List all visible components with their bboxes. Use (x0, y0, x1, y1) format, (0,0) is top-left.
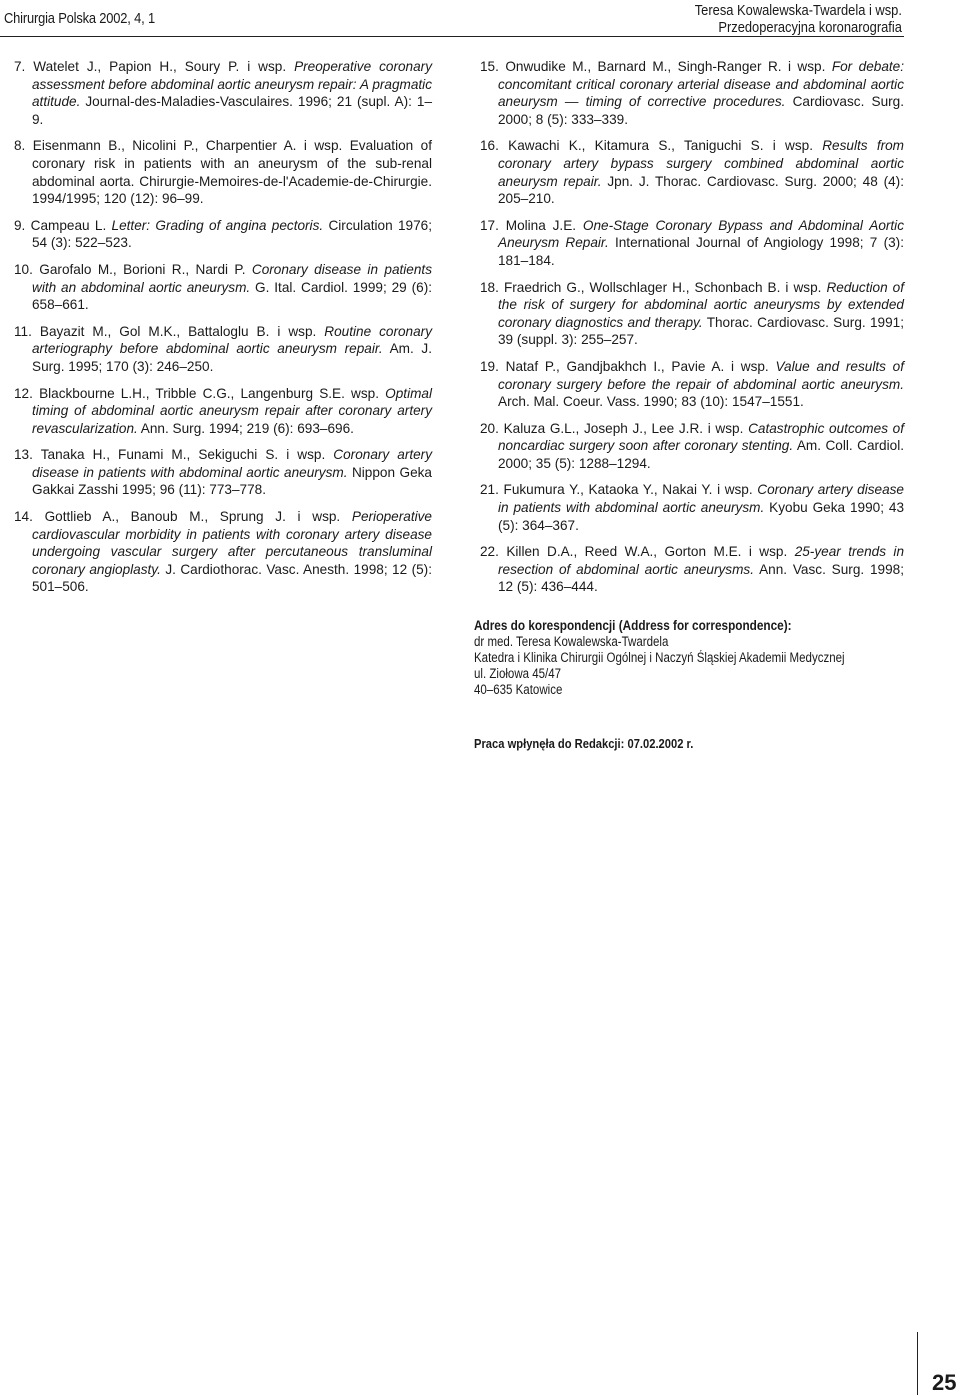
header-divider (0, 36, 904, 37)
reference-item (14, 385, 432, 438)
reference-item (480, 481, 904, 534)
reference-title: Optimal timing of abdominal aortic aneurysm repair after coronary artery revascularization. (32, 385, 432, 436)
reference-item (480, 358, 904, 411)
reference-source: Circulation 1976; 54 (3): 522–523. (32, 217, 432, 251)
reference-authors: Tanaka H., Funami M., Sekiguchi S. i wsp. (40, 447, 334, 463)
reference-item (14, 446, 432, 499)
reference-authors: Watelet J., Papion H., Soury P. i wsp. (33, 59, 295, 74)
reference-number: 13. (14, 447, 33, 463)
correspondence-name: dr med. Teresa Kowalewska-Twardela (474, 634, 669, 649)
reference-number: 8. (14, 138, 26, 154)
reference-number: 15. (480, 59, 499, 74)
reference-number: 19. (480, 358, 499, 374)
received-date: Praca wpłynęła do Redakcji: 07.02.2002 r. (474, 736, 694, 751)
reference-item (480, 58, 904, 128)
correspondence-department: Katedra i Klinika Chirurgii Ogólnej i Naczyń Śląskiej Akademii Medycznej (474, 650, 845, 665)
reference-number: 20. (480, 420, 499, 436)
reference-authors: Gottlieb A., Banoub M., Sprung J. i wsp. (44, 509, 352, 525)
reference-source: Arch. Mal. Coeur. Vass. 1990; 83 (10): 1547–1551. (498, 394, 804, 410)
correspondence-block (474, 618, 894, 698)
reference-authors: Nataf P., Gandjbakhch I., Pavie A. i wsp. (505, 358, 776, 374)
reference-source: Ann. Vasc. Surg. 1998; 12 (5): 436–444. (498, 561, 904, 595)
reference-authors: Fukumura Y., Kataoka Y., Nakai Y. i wsp. (503, 482, 758, 498)
correspondence-title: Adres do korespondencji (Address for correspondence): (474, 618, 792, 633)
reference-source: Thorac. Cardiovasc. Surg. 1991; 39 (suppl. 3): 255–257. (498, 314, 904, 348)
reference-item (14, 217, 432, 252)
reference-source: Am. Coll. Cardiol. 2000; 35 (5): 1288–1294. (498, 438, 904, 471)
references-column-right (480, 58, 904, 605)
correspondence-city: 40–635 Katowice (474, 682, 563, 697)
reference-authors: Kawachi K., Kitamura S., Taniguchi S. i wsp. (508, 138, 823, 154)
reference-source: Journal-des-Maladies-Vasculaires. 1996; 21 (supl. A): 1–9. (32, 94, 432, 127)
reference-title: Coronary artery disease in patients with abdominal aortic aneurysm. (498, 482, 904, 516)
header-authors: Teresa Kowalewska-Twardela i wsp. (694, 2, 902, 19)
journal-header: Chirurgia Polska 2002, 4, 1 (4, 10, 155, 27)
reference-source: Ann. Surg. 1994; 219 (6): 693–696. (137, 420, 354, 436)
reference-title: Letter: Grading of angina pectoris. (111, 217, 324, 233)
reference-authors: Eisenmann B., Nicolini P., Charpentier A. i wsp. Evaluation of coronary risk in patients with an aneurysm of the sub-renal abdominal aorta. Chirurgie-Memoires-de-l'Academie-de-Chirurgie. 1994/1995; 120 (12): 96–99. (32, 138, 433, 207)
reference-title: Catastrophic outcomes of noncardiac surgery soon after coronary stenting. (498, 420, 905, 454)
reference-number: 10. (14, 261, 33, 277)
reference-authors: Blackbourne L.H., Tribble C.G., Langenburg S.E. wsp. (39, 385, 386, 401)
reference-number: 12. (14, 385, 33, 401)
reference-authors: Molina J.E. (505, 217, 583, 233)
reference-source: International Journal of Angiology 1998; 7 (3): 181–184. (498, 235, 904, 268)
reference-source: G. Ital. Cardiol. 1999; 29 (6): 658–661. (32, 279, 432, 313)
reference-number: 7. (14, 59, 26, 74)
reference-number: 22. (480, 544, 499, 560)
reference-number: 17. (480, 217, 499, 233)
header-article-title: Przedoperacyjna koronarografia (718, 19, 902, 36)
reference-title: For debate: concomitant critical coronary arterial disease and abdominal aortic aneurysm — timing of corrective procedures. (498, 59, 904, 110)
reference-item (480, 217, 904, 270)
references-column-left (14, 58, 432, 605)
reference-number: 9. (14, 217, 26, 233)
reference-title: One-Stage Coronary Bypass and Abdominal Aortic Aneurysm Repair. (498, 217, 904, 251)
page-number: 25 (932, 1370, 957, 1395)
reference-authors: Bayazit M., Gol M.K., Battaloglu B. i wsp. (39, 323, 325, 339)
page-number-divider (917, 1332, 918, 1395)
reference-number: 14. (14, 509, 33, 525)
reference-source: Kyobu Geka 1990; 43 (5): 364–367. (498, 500, 905, 533)
reference-title: Results from coronary artery bypass surgery combined abdominal aortic aneurysm repair. (498, 138, 905, 189)
reference-title: Perioperative cardiovascular morbidity in patients with coronary artery disease undergoing vascular surgery after percutaneous transluminal coronary angioplasty. (32, 509, 432, 577)
reference-title: Routine coronary arteriography before abdominal aortic aneurysm repair. (32, 323, 432, 357)
reference-authors: Fraedrich G., Wollschlager H., Schonbach B. i wsp. (503, 279, 827, 295)
reference-number: 21. (480, 482, 499, 498)
reference-number: 11. (14, 323, 32, 339)
reference-item (480, 420, 904, 473)
reference-number: 18. (480, 279, 499, 295)
reference-title: Reduction of the risk of surgery for abdominal aortic aneurysms by extended coronary diagnostics and therapy. (498, 279, 905, 330)
reference-authors: Campeau L. (30, 217, 112, 233)
reference-authors: Killen D.A., Reed W.A., Gorton M.E. i wsp. (506, 544, 795, 560)
reference-item (14, 137, 432, 207)
reference-item (480, 279, 904, 349)
correspondence-street: ul. Ziołowa 45/47 (474, 666, 562, 681)
reference-authors: Onwudike M., Barnard M., Singh-Ranger R. i wsp. (505, 59, 832, 74)
reference-number: 16. (480, 138, 499, 154)
reference-title: 25-year trends in resection of abdominal aortic aneurysms. (498, 544, 904, 577)
reference-item (14, 58, 432, 128)
reference-item (480, 137, 904, 207)
reference-source: Jpn. J. Thorac. Cardiovasc. Surg. 2000; 48 (4): 205–210. (498, 173, 904, 207)
reference-title: Coronary artery disease in patients with abdominal aortic aneurysm. (32, 447, 433, 480)
reference-source: Cardiovasc. Surg. 2000; 8 (5): 333–339. (498, 94, 904, 127)
reference-authors: Kaluza G.L., Joseph J., Lee J.R. i wsp. (503, 420, 749, 436)
reference-item (480, 543, 904, 596)
reference-title: Coronary disease in patients with an abdominal aortic aneurysm. (32, 261, 432, 295)
reference-title: Value and results of coronary surgery before the repair of abdominal aortic aneurysm. (498, 358, 904, 392)
reference-source: Nippon Geka Gakkai Zasshi 1995; 96 (11): 773–778. (32, 464, 432, 498)
reference-authors: Garofalo M., Borioni R., Nardi P. (39, 261, 252, 277)
reference-item (14, 508, 432, 596)
article-header (695, 2, 902, 36)
reference-source: J. Cardiothorac. Vasc. Anesth. 1998; 12 (5): 501–506. (32, 561, 432, 595)
reference-item (14, 323, 432, 376)
reference-title: Preoperative coronary assessment before abdominal aortic aneurysm repair: A pragmatic attitude. (32, 59, 432, 110)
reference-item (14, 261, 432, 314)
reference-source: Am. J. Surg. 1995; 170 (3): 246–250. (32, 341, 433, 374)
